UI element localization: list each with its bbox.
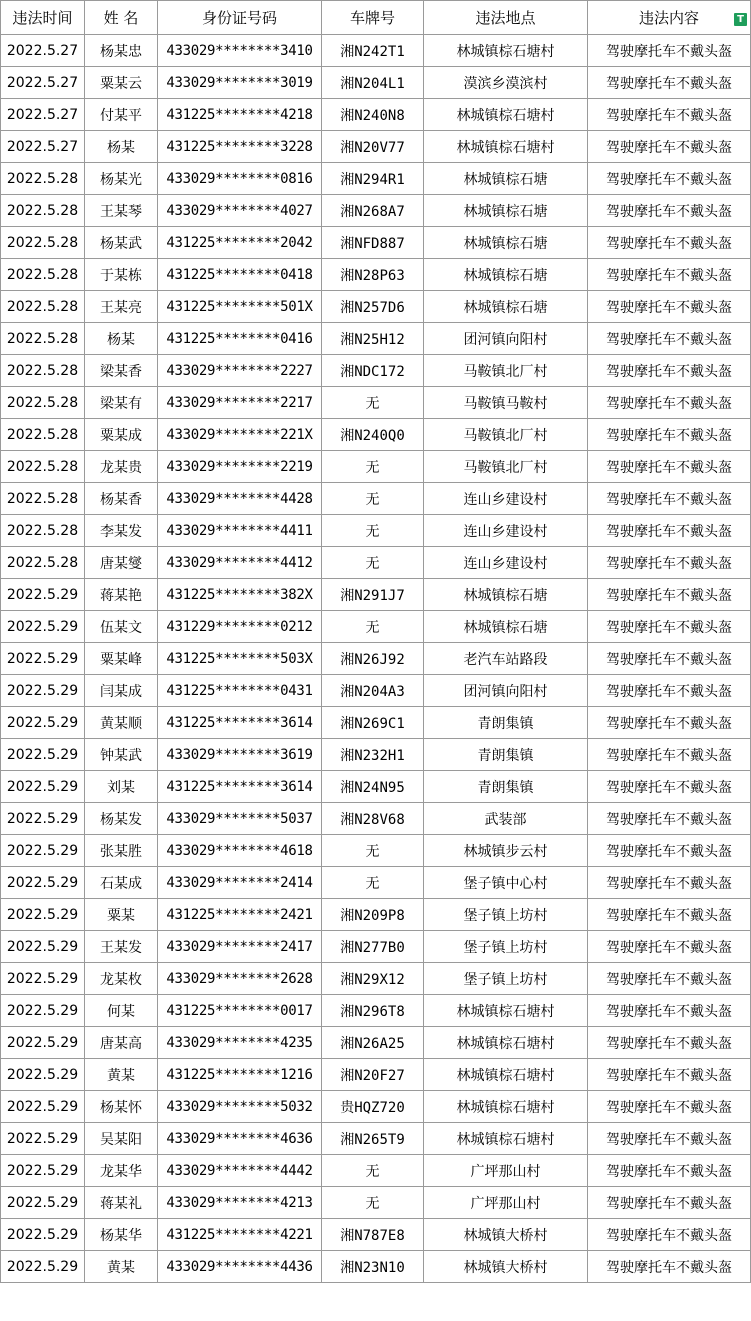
cell-date: 2022.5.28 xyxy=(1,419,85,451)
cell-location: 马鞍镇北厂村 xyxy=(424,451,588,483)
cell-plate: 湘N232H1 xyxy=(322,739,424,771)
table-row xyxy=(1,227,751,259)
cell-plate: 湘N242T1 xyxy=(322,35,424,67)
cell-location: 堡子镇中心村 xyxy=(424,867,588,899)
cell-name: 王某亮 xyxy=(85,291,158,323)
cell-content: 驾驶摩托车不戴头盔 xyxy=(588,867,751,899)
cell-plate: 湘N269C1 xyxy=(322,707,424,739)
cell-id-number: 433029********4412 xyxy=(158,547,322,579)
cell-location: 连山乡建设村 xyxy=(424,483,588,515)
table-row xyxy=(1,1123,751,1155)
cell-name: 唐某高 xyxy=(85,1027,158,1059)
cell-plate: 湘N29X12 xyxy=(322,963,424,995)
cell-date: 2022.5.28 xyxy=(1,195,85,227)
cell-location: 马鞍镇北厂村 xyxy=(424,355,588,387)
cell-name: 蒋某艳 xyxy=(85,579,158,611)
cell-date: 2022.5.29 xyxy=(1,643,85,675)
cell-location: 林城镇棕石塘村 xyxy=(424,995,588,1027)
cell-location: 团河镇向阳村 xyxy=(424,675,588,707)
table-row xyxy=(1,99,751,131)
cell-location: 林城镇棕石塘村 xyxy=(424,99,588,131)
cell-content: 驾驶摩托车不戴头盔 xyxy=(588,67,751,99)
cell-content: 驾驶摩托车不戴头盔 xyxy=(588,1219,751,1251)
cell-location: 广坪那山村 xyxy=(424,1187,588,1219)
header-row xyxy=(1,1,751,35)
cell-content: 驾驶摩托车不戴头盔 xyxy=(588,355,751,387)
cell-location: 林城镇棕石塘村 xyxy=(424,1123,588,1155)
cell-location: 老汽车站路段 xyxy=(424,643,588,675)
cell-content: 驾驶摩托车不戴头盔 xyxy=(588,515,751,547)
cell-name: 黄某 xyxy=(85,1251,158,1283)
cell-content: 驾驶摩托车不戴头盔 xyxy=(588,771,751,803)
cell-name: 杨某香 xyxy=(85,483,158,515)
cell-content: 驾驶摩托车不戴头盔 xyxy=(588,835,751,867)
cell-plate: 湘NDC172 xyxy=(322,355,424,387)
cell-name: 杨某光 xyxy=(85,163,158,195)
cell-name: 石某成 xyxy=(85,867,158,899)
header-name: 姓 名 xyxy=(85,1,158,35)
translate-icon[interactable]: T xyxy=(734,13,747,26)
cell-plate: 湘N23N10 xyxy=(322,1251,424,1283)
cell-name: 黄某顺 xyxy=(85,707,158,739)
table-row xyxy=(1,963,751,995)
cell-name: 杨某 xyxy=(85,323,158,355)
cell-date: 2022.5.28 xyxy=(1,547,85,579)
cell-content: 驾驶摩托车不戴头盔 xyxy=(588,1155,751,1187)
cell-date: 2022.5.28 xyxy=(1,163,85,195)
cell-plate: 湘N28P63 xyxy=(322,259,424,291)
table-row xyxy=(1,35,751,67)
table-row xyxy=(1,131,751,163)
cell-plate: 无 xyxy=(322,867,424,899)
cell-content: 驾驶摩托车不戴头盔 xyxy=(588,387,751,419)
cell-content: 驾驶摩托车不戴头盔 xyxy=(588,643,751,675)
table-row xyxy=(1,1091,751,1123)
table-row xyxy=(1,1059,751,1091)
cell-content: 驾驶摩托车不戴头盔 xyxy=(588,483,751,515)
cell-plate: 无 xyxy=(322,515,424,547)
cell-id-number: 433029********2414 xyxy=(158,867,322,899)
cell-location: 广坪那山村 xyxy=(424,1155,588,1187)
cell-content: 驾驶摩托车不戴头盔 xyxy=(588,547,751,579)
cell-location: 林城镇棕石塘 xyxy=(424,195,588,227)
table-row xyxy=(1,803,751,835)
cell-id-number: 431225********4221 xyxy=(158,1219,322,1251)
table-row xyxy=(1,899,751,931)
cell-id-number: 431225********0418 xyxy=(158,259,322,291)
cell-date: 2022.5.29 xyxy=(1,1027,85,1059)
cell-content: 驾驶摩托车不戴头盔 xyxy=(588,451,751,483)
cell-name: 张某胜 xyxy=(85,835,158,867)
table-header xyxy=(1,1,751,35)
cell-id-number: 431225********503X xyxy=(158,643,322,675)
table-row xyxy=(1,1155,751,1187)
cell-location: 武装部 xyxy=(424,803,588,835)
cell-date: 2022.5.29 xyxy=(1,707,85,739)
cell-plate: 湘N28V68 xyxy=(322,803,424,835)
cell-name: 李某发 xyxy=(85,515,158,547)
cell-id-number: 431225********3614 xyxy=(158,707,322,739)
cell-id-number: 431225********4218 xyxy=(158,99,322,131)
cell-id-number: 433029********4442 xyxy=(158,1155,322,1187)
cell-location: 堡子镇上坊村 xyxy=(424,899,588,931)
cell-plate: 湘N240Q0 xyxy=(322,419,424,451)
header-violation-content-label: 违法内容 xyxy=(638,9,699,27)
cell-id-number: 431225********3614 xyxy=(158,771,322,803)
table-row xyxy=(1,1251,751,1283)
cell-id-number: 433029********2227 xyxy=(158,355,322,387)
cell-name: 杨某怀 xyxy=(85,1091,158,1123)
cell-plate: 湘NFD887 xyxy=(322,227,424,259)
cell-name: 蒋某礼 xyxy=(85,1187,158,1219)
cell-id-number: 433029********2219 xyxy=(158,451,322,483)
cell-name: 付某平 xyxy=(85,99,158,131)
cell-date: 2022.5.29 xyxy=(1,1219,85,1251)
table-row xyxy=(1,547,751,579)
cell-id-number: 431225********2421 xyxy=(158,899,322,931)
cell-date: 2022.5.29 xyxy=(1,899,85,931)
header-id-number: 身份证号码 xyxy=(158,1,322,35)
cell-plate: 湘N25H12 xyxy=(322,323,424,355)
cell-date: 2022.5.27 xyxy=(1,131,85,163)
cell-date: 2022.5.29 xyxy=(1,771,85,803)
cell-id-number: 431225********382X xyxy=(158,579,322,611)
cell-name: 刘某 xyxy=(85,771,158,803)
cell-location: 林城镇步云村 xyxy=(424,835,588,867)
table-row xyxy=(1,995,751,1027)
cell-plate: 无 xyxy=(322,547,424,579)
cell-name: 闫某成 xyxy=(85,675,158,707)
cell-date: 2022.5.29 xyxy=(1,675,85,707)
cell-date: 2022.5.28 xyxy=(1,259,85,291)
cell-plate: 湘N204A3 xyxy=(322,675,424,707)
cell-id-number: 433029********3619 xyxy=(158,739,322,771)
table-row xyxy=(1,195,751,227)
cell-date: 2022.5.29 xyxy=(1,1155,85,1187)
cell-location: 林城镇棕石塘 xyxy=(424,291,588,323)
cell-plate: 湘N26J92 xyxy=(322,643,424,675)
cell-plate: 湘N787E8 xyxy=(322,1219,424,1251)
cell-name: 梁某香 xyxy=(85,355,158,387)
table-row xyxy=(1,355,751,387)
cell-content: 驾驶摩托车不戴头盔 xyxy=(588,1123,751,1155)
cell-id-number: 433029********4436 xyxy=(158,1251,322,1283)
table-row xyxy=(1,291,751,323)
cell-date: 2022.5.28 xyxy=(1,387,85,419)
cell-location: 林城镇棕石塘村 xyxy=(424,1027,588,1059)
cell-plate: 湘N294R1 xyxy=(322,163,424,195)
cell-location: 林城镇大桥村 xyxy=(424,1251,588,1283)
cell-plate: 湘N257D6 xyxy=(322,291,424,323)
cell-date: 2022.5.29 xyxy=(1,739,85,771)
cell-content: 驾驶摩托车不戴头盔 xyxy=(588,419,751,451)
cell-plate: 无 xyxy=(322,1187,424,1219)
cell-id-number: 433029********4618 xyxy=(158,835,322,867)
cell-plate: 湘N20F27 xyxy=(322,1059,424,1091)
cell-id-number: 433029********4428 xyxy=(158,483,322,515)
cell-plate: 无 xyxy=(322,611,424,643)
cell-date: 2022.5.28 xyxy=(1,323,85,355)
cell-date: 2022.5.29 xyxy=(1,1187,85,1219)
cell-location: 漠滨乡漠滨村 xyxy=(424,67,588,99)
cell-location: 马鞍镇马鞍村 xyxy=(424,387,588,419)
cell-content: 驾驶摩托车不戴头盔 xyxy=(588,259,751,291)
cell-id-number: 433029********4636 xyxy=(158,1123,322,1155)
cell-id-number: 431229********0212 xyxy=(158,611,322,643)
cell-id-number: 433029********4411 xyxy=(158,515,322,547)
cell-id-number: 433029********4235 xyxy=(158,1027,322,1059)
cell-location: 林城镇棕石塘村 xyxy=(424,1059,588,1091)
cell-name: 杨某华 xyxy=(85,1219,158,1251)
cell-location: 团河镇向阳村 xyxy=(424,323,588,355)
cell-location: 青朗集镇 xyxy=(424,739,588,771)
cell-content: 驾驶摩托车不戴头盔 xyxy=(588,227,751,259)
cell-date: 2022.5.29 xyxy=(1,1123,85,1155)
table-row xyxy=(1,419,751,451)
table-row xyxy=(1,739,751,771)
cell-location: 林城镇棕石塘村 xyxy=(424,35,588,67)
table-row xyxy=(1,323,751,355)
cell-content: 驾驶摩托车不戴头盔 xyxy=(588,963,751,995)
cell-location: 马鞍镇北厂村 xyxy=(424,419,588,451)
cell-id-number: 433029********3019 xyxy=(158,67,322,99)
cell-plate: 无 xyxy=(322,387,424,419)
cell-location: 林城镇棕石塘 xyxy=(424,163,588,195)
cell-name: 黄某 xyxy=(85,1059,158,1091)
cell-content: 驾驶摩托车不戴头盔 xyxy=(588,803,751,835)
cell-content: 驾驶摩托车不戴头盔 xyxy=(588,739,751,771)
cell-id-number: 433029********0816 xyxy=(158,163,322,195)
cell-id-number: 431225********0416 xyxy=(158,323,322,355)
cell-name: 唐某燮 xyxy=(85,547,158,579)
cell-location: 青朗集镇 xyxy=(424,771,588,803)
cell-plate: 湘N24N95 xyxy=(322,771,424,803)
header-plate-number: 车牌号 xyxy=(322,1,424,35)
cell-name: 龙某华 xyxy=(85,1155,158,1187)
cell-location: 林城镇棕石塘 xyxy=(424,227,588,259)
cell-content: 驾驶摩托车不戴头盔 xyxy=(588,35,751,67)
cell-location: 林城镇棕石塘 xyxy=(424,579,588,611)
cell-content: 驾驶摩托车不戴头盔 xyxy=(588,707,751,739)
table-row xyxy=(1,163,751,195)
cell-id-number: 433029********3410 xyxy=(158,35,322,67)
cell-location: 堡子镇上坊村 xyxy=(424,931,588,963)
cell-date: 2022.5.28 xyxy=(1,355,85,387)
cell-content: 驾驶摩托车不戴头盔 xyxy=(588,1059,751,1091)
cell-content: 驾驶摩托车不戴头盔 xyxy=(588,1187,751,1219)
cell-date: 2022.5.29 xyxy=(1,1059,85,1091)
table-row xyxy=(1,387,751,419)
cell-date: 2022.5.29 xyxy=(1,835,85,867)
cell-location: 林城镇大桥村 xyxy=(424,1219,588,1251)
cell-id-number: 431225********3228 xyxy=(158,131,322,163)
cell-name: 龙某枚 xyxy=(85,963,158,995)
table-row xyxy=(1,931,751,963)
table-row xyxy=(1,771,751,803)
cell-location: 堡子镇上坊村 xyxy=(424,963,588,995)
table-row xyxy=(1,1219,751,1251)
cell-id-number: 431225********2042 xyxy=(158,227,322,259)
cell-plate: 无 xyxy=(322,1155,424,1187)
table-row xyxy=(1,611,751,643)
cell-name: 杨某发 xyxy=(85,803,158,835)
cell-plate: 湘N26A25 xyxy=(322,1027,424,1059)
cell-date: 2022.5.27 xyxy=(1,99,85,131)
cell-name: 龙某贵 xyxy=(85,451,158,483)
cell-date: 2022.5.27 xyxy=(1,67,85,99)
table-row xyxy=(1,579,751,611)
cell-date: 2022.5.29 xyxy=(1,867,85,899)
cell-date: 2022.5.29 xyxy=(1,1251,85,1283)
table-row xyxy=(1,259,751,291)
cell-content: 驾驶摩托车不戴头盔 xyxy=(588,579,751,611)
cell-content: 驾驶摩托车不戴头盔 xyxy=(588,163,751,195)
table-row xyxy=(1,483,751,515)
cell-date: 2022.5.29 xyxy=(1,1091,85,1123)
cell-name: 王某琴 xyxy=(85,195,158,227)
cell-name: 粟某成 xyxy=(85,419,158,451)
table-row xyxy=(1,835,751,867)
cell-location: 林城镇棕石塘 xyxy=(424,611,588,643)
cell-date: 2022.5.28 xyxy=(1,483,85,515)
cell-location: 林城镇棕石塘 xyxy=(424,259,588,291)
cell-id-number: 433029********5032 xyxy=(158,1091,322,1123)
cell-id-number: 431225********501X xyxy=(158,291,322,323)
header-violation-location: 违法地点 xyxy=(424,1,588,35)
cell-plate: 湘N296T8 xyxy=(322,995,424,1027)
cell-name: 粟某云 xyxy=(85,67,158,99)
cell-content: 驾驶摩托车不戴头盔 xyxy=(588,131,751,163)
cell-plate: 湘N209P8 xyxy=(322,899,424,931)
table-row xyxy=(1,515,751,547)
cell-content: 驾驶摩托车不戴头盔 xyxy=(588,899,751,931)
cell-content: 驾驶摩托车不戴头盔 xyxy=(588,675,751,707)
cell-date: 2022.5.28 xyxy=(1,451,85,483)
cell-content: 驾驶摩托车不戴头盔 xyxy=(588,291,751,323)
cell-content: 驾驶摩托车不戴头盔 xyxy=(588,1251,751,1283)
cell-date: 2022.5.29 xyxy=(1,579,85,611)
cell-content: 驾驶摩托车不戴头盔 xyxy=(588,611,751,643)
cell-location: 青朗集镇 xyxy=(424,707,588,739)
cell-plate: 湘N291J7 xyxy=(322,579,424,611)
cell-id-number: 433029********4213 xyxy=(158,1187,322,1219)
table-row xyxy=(1,1187,751,1219)
cell-name: 梁某有 xyxy=(85,387,158,419)
header-violation-content xyxy=(588,1,751,35)
cell-location: 连山乡建设村 xyxy=(424,547,588,579)
cell-plate: 湘N265T9 xyxy=(322,1123,424,1155)
cell-name: 钟某武 xyxy=(85,739,158,771)
cell-date: 2022.5.29 xyxy=(1,995,85,1027)
table-row xyxy=(1,451,751,483)
table-row xyxy=(1,1027,751,1059)
cell-plate: 湘N277B0 xyxy=(322,931,424,963)
cell-id-number: 433029********2628 xyxy=(158,963,322,995)
cell-id-number: 433029********2417 xyxy=(158,931,322,963)
cell-name: 粟某峰 xyxy=(85,643,158,675)
cell-name: 伍某文 xyxy=(85,611,158,643)
cell-location: 林城镇棕石塘村 xyxy=(424,1091,588,1123)
cell-content: 驾驶摩托车不戴头盔 xyxy=(588,195,751,227)
cell-name: 杨某忠 xyxy=(85,35,158,67)
table-row xyxy=(1,675,751,707)
cell-plate: 无 xyxy=(322,451,424,483)
cell-id-number: 433029********2217 xyxy=(158,387,322,419)
cell-content: 驾驶摩托车不戴头盔 xyxy=(588,1027,751,1059)
cell-date: 2022.5.29 xyxy=(1,963,85,995)
cell-plate: 湘N268A7 xyxy=(322,195,424,227)
cell-date: 2022.5.29 xyxy=(1,611,85,643)
cell-name: 杨某 xyxy=(85,131,158,163)
cell-id-number: 431225********0431 xyxy=(158,675,322,707)
table-row xyxy=(1,643,751,675)
cell-name: 何某 xyxy=(85,995,158,1027)
cell-plate: 湘N204L1 xyxy=(322,67,424,99)
cell-date: 2022.5.28 xyxy=(1,515,85,547)
cell-id-number: 433029********221X xyxy=(158,419,322,451)
cell-content: 驾驶摩托车不戴头盔 xyxy=(588,931,751,963)
cell-id-number: 433029********4027 xyxy=(158,195,322,227)
cell-date: 2022.5.28 xyxy=(1,291,85,323)
cell-content: 驾驶摩托车不戴头盔 xyxy=(588,323,751,355)
cell-id-number: 431225********0017 xyxy=(158,995,322,1027)
cell-plate: 湘N20V77 xyxy=(322,131,424,163)
cell-name: 粟某 xyxy=(85,899,158,931)
cell-plate: 贵HQZ720 xyxy=(322,1091,424,1123)
table-body xyxy=(1,35,751,1283)
cell-name: 于某栋 xyxy=(85,259,158,291)
cell-content: 驾驶摩托车不戴头盔 xyxy=(588,995,751,1027)
cell-date: 2022.5.29 xyxy=(1,931,85,963)
cell-id-number: 433029********5037 xyxy=(158,803,322,835)
cell-content: 驾驶摩托车不戴头盔 xyxy=(588,99,751,131)
table-row xyxy=(1,867,751,899)
header-violation-time: 违法时间 xyxy=(1,1,85,35)
cell-name: 王某发 xyxy=(85,931,158,963)
table-row xyxy=(1,67,751,99)
cell-plate: 湘N240N8 xyxy=(322,99,424,131)
cell-date: 2022.5.27 xyxy=(1,35,85,67)
cell-location: 连山乡建设村 xyxy=(424,515,588,547)
cell-id-number: 431225********1216 xyxy=(158,1059,322,1091)
cell-plate: 无 xyxy=(322,483,424,515)
cell-location: 林城镇棕石塘村 xyxy=(424,131,588,163)
cell-name: 杨某武 xyxy=(85,227,158,259)
table-row xyxy=(1,707,751,739)
cell-plate: 无 xyxy=(322,835,424,867)
cell-date: 2022.5.29 xyxy=(1,803,85,835)
cell-date: 2022.5.28 xyxy=(1,227,85,259)
cell-content: 驾驶摩托车不戴头盔 xyxy=(588,1091,751,1123)
cell-name: 吴某阳 xyxy=(85,1123,158,1155)
